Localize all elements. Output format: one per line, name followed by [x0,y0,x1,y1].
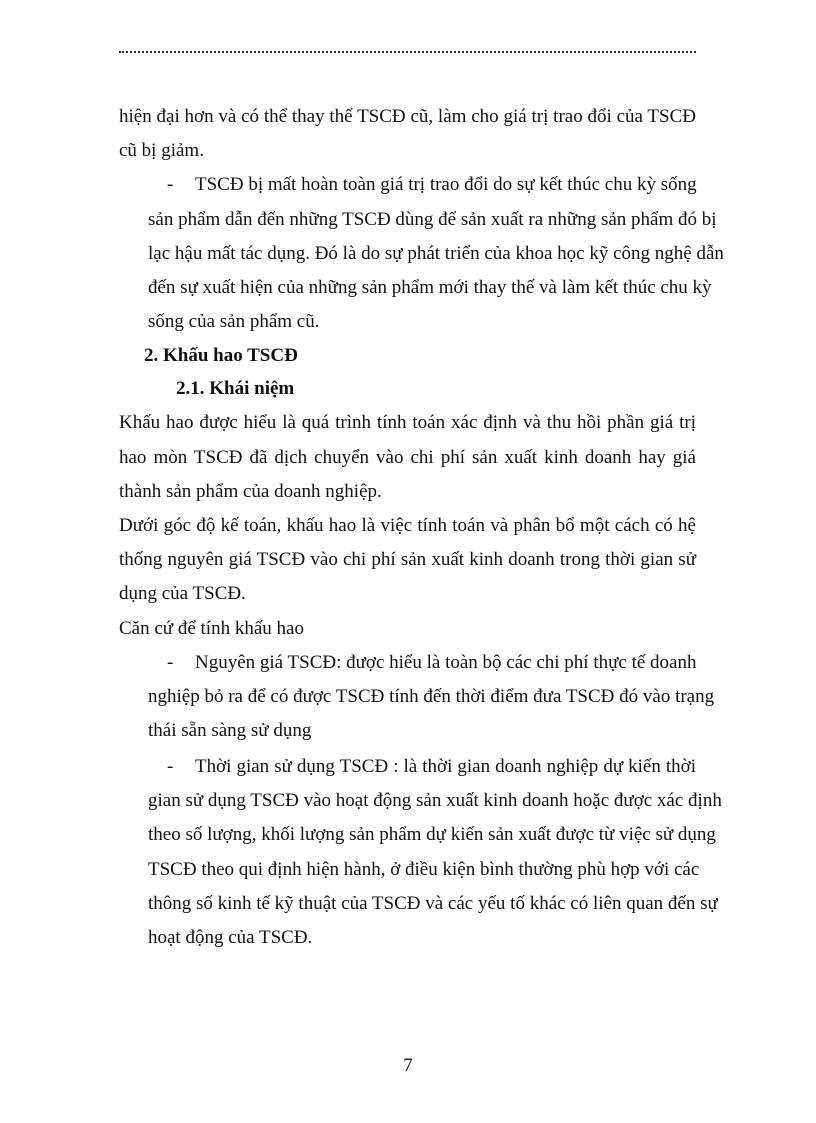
bullet-dash: - [167,756,174,777]
bullet-line: TSCĐ theo qui định hiện hành, ở điều kiện bình thường phù hợp với các [148,859,700,880]
paragraph-line: Căn cứ để tính khấu hao [119,618,304,639]
paragraph-line: thành sản phẩm của doanh nghiệp. [119,481,382,502]
page-number: 7 [403,1055,413,1076]
bullet-line: đến sự xuất hiện của những sản phẩm mới thay thế và làm kết thúc chu kỳ [148,277,712,298]
bullet-line: thái sẵn sàng sử dụng [148,720,312,741]
header-dotted-rule [119,51,696,53]
bullet-dash: - [167,174,174,195]
bullet-line: TSCĐ bị mất hoàn toàn giá trị trao đổi do sự kết thúc chu kỳ sống [195,174,697,195]
bullet-line: nghiệp bỏ ra để có được TSCĐ tính đến thời điểm đưa TSCĐ đó vào trạng [148,686,715,707]
bullet-line: lạc hậu mất tác dụng. Đó là do sự phát triển của khoa học kỹ công nghệ dẫn [148,243,724,264]
paragraph-line: hiện đại hơn và có thể thay thế TSCĐ cũ, làm cho giá trị trao đổi của TSCĐ [119,106,696,127]
paragraph-line: hao mòn TSCĐ đã dịch chuyển vào chi phí sản xuất kinh doanh hay giá [119,447,696,468]
bullet-line: thông số kinh tế kỹ thuật của TSCĐ và các yếu tố khác có liên quan đến sự [148,893,718,914]
bullet-dash: - [167,652,174,673]
bullet-line: sống của sản phẩm cũ. [148,311,320,332]
bullet-line: sản phẩm dẫn đến những TSCĐ dùng để sản xuất ra những sản phẩm đó bị [148,209,717,230]
bullet-line: hoạt động của TSCĐ. [148,927,313,948]
bullet-line: gian sử dụng TSCĐ vào hoạt động sản xuất kinh doanh hoặc được xác định [148,790,722,811]
bullet-line: theo số lượng, khối lượng sản phẩm dự kiến sản xuất được từ việc sử dụng [148,824,716,845]
paragraph-line: dụng của TSCĐ. [119,583,246,604]
bullet-line: Nguyên giá TSCĐ: được hiểu là toàn bộ các chi phí thực tế doanh [195,652,697,673]
paragraph-line: cũ bị giảm. [119,140,204,161]
bullet-line: Thời gian sử dụng TSCĐ : là thời gian doanh nghiệp dự kiến thời [195,756,696,777]
paragraph-line: thống nguyên giá TSCĐ vào chi phí sản xuất kinh doanh trong thời gian sử [119,549,696,570]
paragraph-line: Dưới góc độ kế toán, khấu hao là việc tính toán và phân bổ một cách có hệ [119,515,696,536]
paragraph-line: Khấu hao được hiểu là quá trình tính toán xác định và thu hồi phần giá trị [119,412,696,433]
subsection-heading: 2.1. Khái niệm [176,378,295,399]
section-heading: 2. Khấu hao TSCĐ [144,345,298,366]
